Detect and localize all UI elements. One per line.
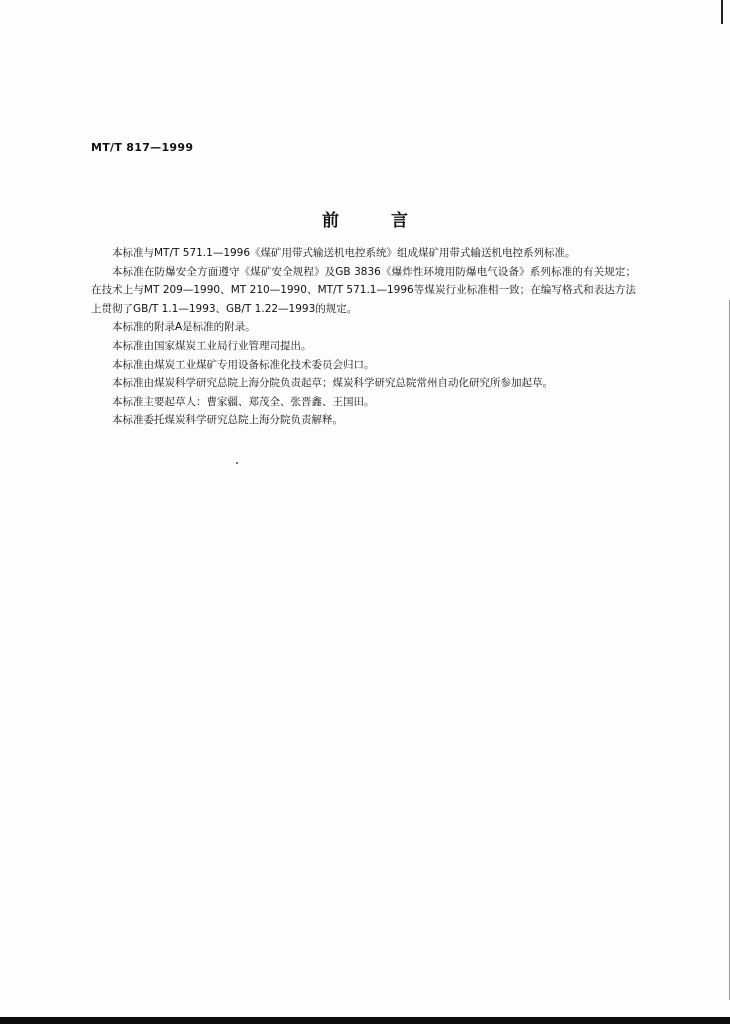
- paragraph-drafting-units: 本标准由煤炭科学研究总院上海分院负责起草；煤炭科学研究总院常州自动化研究所参加起草。: [112, 377, 553, 390]
- paragraph-centralized: 本标准由煤炭工业煤矿专用设备标准化技术委员会归口。: [112, 358, 375, 371]
- scan-speck: [236, 462, 238, 464]
- paragraph-drafters: 本标准主要起草人：曹家疆、郑茂全、张晋鑫、王国田。: [112, 395, 375, 408]
- paragraph-proposer: 本标准由国家煤炭工业局行业管理司提出。: [112, 339, 312, 352]
- standard-code: MT/T 817—1999: [91, 141, 194, 154]
- paragraph-appendix: 本标准的附录A是标准的附录。: [112, 321, 256, 334]
- scan-edge-mark: [721, 0, 723, 24]
- paragraph-compliance: 本标准在防爆安全方面遵守《煤矿安全规程》及GB 3836《爆炸性环境用防爆电气设备》系列标准的有关规定；在技术上与MT 209—1990、MT 210—1990、MT/T 571.1—1996等煤炭行业标准相一致；在编写格式和表达方法上贯彻了GB/T 1.1—1993、GB/T 1.22—1993的规定。: [91, 265, 636, 315]
- page-title: [0, 206, 730, 231]
- preface-body: [91, 244, 636, 430]
- paragraph-series-relation: 本标准与MT/T 571.1—1996《煤矿用带式输送机电控系统》组成煤矿用带式输送机电控系列标准。: [112, 247, 576, 259]
- page-title-text: 前言: [322, 211, 460, 231]
- scan-bottom-border: [0, 1017, 730, 1024]
- paragraph-interpretation: 本标准委托煤炭科学研究总院上海分院负责解释。: [112, 414, 343, 427]
